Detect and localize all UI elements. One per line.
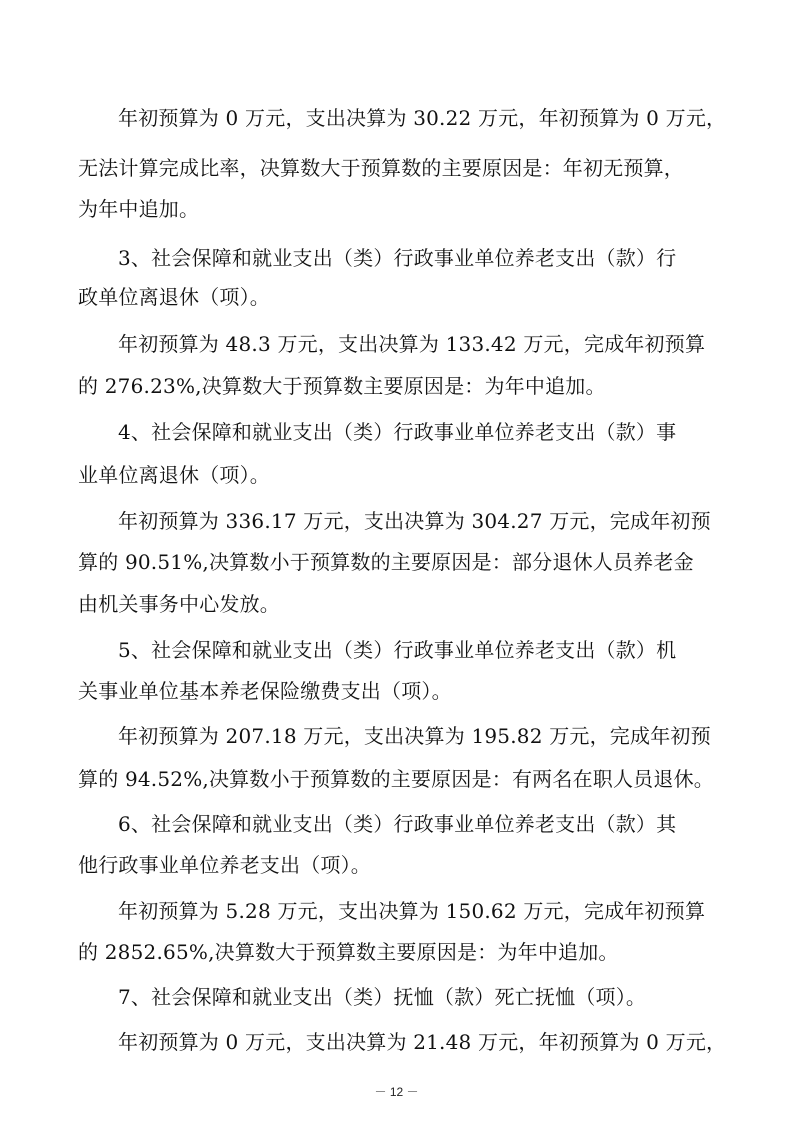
section-heading-6: 6、社会保障和就业支出（类）行政事业单位养老支出（款）其 [118, 812, 677, 836]
text-line: 的 276.23%,决算数大于预算数主要原因是：为年中追加。 [78, 374, 606, 398]
section-heading-4: 4、社会保障和就业支出（类）行政事业单位养老支出（款）事 [118, 420, 677, 444]
section-heading-4-cont: 业单位离退休（项）。 [78, 463, 270, 487]
text-line: 无法计算完成比率，决算数大于预算数的主要原因是：年初无预算， [78, 156, 684, 180]
section-heading-5-cont: 关事业单位基本养老保险缴费支出（项）。 [78, 679, 452, 703]
text-line: 算的 90.51%,决算数小于预算数的主要原因是：部分退休人员养老金 [78, 550, 694, 574]
section-heading-3-cont: 政单位离退休（项）。 [78, 285, 270, 309]
text-line: 年初预算为 0 万元，支出决算为 30.22 万元，年初预算为 0 万元， [118, 106, 727, 130]
text-line: 年初预算为 5.28 万元，支出决算为 150.62 万元，完成年初预算 [118, 899, 706, 923]
text-line: 年初预算为 336.17 万元，支出决算为 304.27 万元，完成年初预 [118, 509, 711, 533]
text-line: 年初预算为 0 万元，支出决算为 21.48 万元，年初预算为 0 万元， [118, 1030, 727, 1054]
page-number: － 12 － [374, 1085, 419, 1099]
section-heading-7: 7、社会保障和就业支出（类）抚恤（款）死亡抚恤（项）。 [118, 985, 647, 1009]
text-line: 的 2852.65%,决算数大于预算数主要原因是：为年中追加。 [78, 940, 619, 964]
text-line: 年初预算为 48.3 万元，支出决算为 133.42 万元，完成年初预算 [118, 332, 706, 356]
text-line: 年初预算为 207.18 万元，支出决算为 195.82 万元，完成年初预 [118, 724, 711, 748]
section-heading-6-cont: 他行政事业单位养老支出（项）。 [78, 853, 371, 877]
section-heading-5: 5、社会保障和就业支出（类）行政事业单位养老支出（款）机 [118, 638, 677, 662]
text-line: 为年中追加。 [78, 197, 200, 221]
text-line: 由机关事务中心发放。 [78, 592, 280, 616]
section-heading-3: 3、社会保障和就业支出（类）行政事业单位养老支出（款）行 [118, 246, 677, 270]
text-line: 算的 94.52%,决算数小于预算数的主要原因是：有两名在职人员退休。 [78, 767, 714, 791]
